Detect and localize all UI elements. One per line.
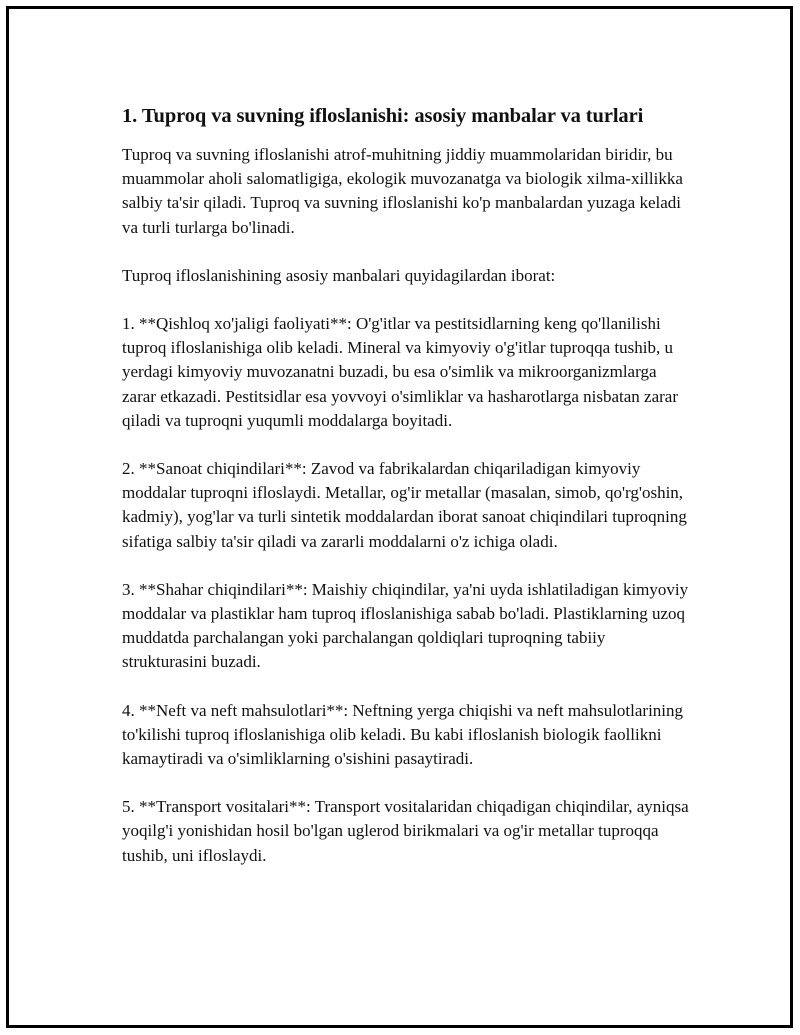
section-heading: 1. Tuproq va suvning ifloslanishi: asosiy manbalar va turlari bbox=[122, 105, 644, 127]
intro-paragraph: Tuproq va suvning ifloslanishi atrof-muhitning jiddiy muammolaridan biridir, bu muammolar aholi salomatligiga, ekologik muvozanatga va biologik xilma-xillikka salbiy ta'sir qiladi. Tuproq va suvning ifloslanishi ko'p manbalardan yuzaga keladi va turli turlarga bo'linadi. bbox=[122, 145, 683, 237]
list-item-transport: 5. **Transport vositalari**: Transport vositalaridan chiqadigan chiqindilar, ayniqsa yoqilg'i yonishidan hosil bo'lgan uglerod birikmalari va og'ir metallar tuproqqa tushib, uni ifloslaydi. bbox=[122, 797, 689, 865]
list-item-oil-products: 4. **Neft va neft mahsulotlari**: Neftning yerga chiqishi va neft mahsulotlarining to'kilishi tuproq ifloslanishiga olib keladi. Bu kabi ifloslanish biologik faollikni kamaytiradi va o'simliklarning o'sishini pasaytiradi. bbox=[122, 700, 684, 769]
list-item-industrial-waste: 2. **Sanoat chiqindilari**: Zavod va fabrikalardan chiqariladigan kimyoviy moddalar tuproqni ifloslaydi. Metallar, og'ir metallar (masalan, simob, qo'rg'oshin, kadmiy), yog'lar va turli sintetik moddalardan iborat sanoat chiqindilari tuproqning sifatiga salbiy ta'sir qiladi va zararli moddalarni o'z ichiga oladi. bbox=[122, 459, 687, 551]
list-item-agriculture: 1. **Qishloq xo'jaligi faoliyati**: O'g'itlar va pestitsidlarning keng qo'llanilishi tuproq ifloslanishiga olib keladi. Mineral va kimyoviy o'g'itlar tuproqqa tushib, u yerdagi kimyoviy muvozanatni buzadi, bu esa o'simlik va mikroorganizmlarga zarar etkazadi. Pestitsidlar esa yovvoyi o'simliklar va hasharotlarga nisbatan zarar qiladi va tuproqni yuqumli moddalarga boyitadi. bbox=[122, 314, 678, 430]
sources-intro-paragraph: Tuproq ifloslanishining asosiy manbalari quyidagilardan iborat: bbox=[122, 265, 556, 285]
list-item-urban-waste: 3. **Shahar chiqindilari**: Maishiy chiqindilar, ya'ni uyda ishlatiladigan kimyoviy moddalar va plastiklar ham tuproq ifloslanishiga sabab bo'ladi. Plastiklarning uzoq muddatda parchalangan yoki parchalangan qoldiqlari tuproqning tabiiy strukturasini buzadi. bbox=[122, 579, 689, 672]
document-body bbox=[122, 101, 692, 892]
page-frame bbox=[6, 6, 793, 1028]
